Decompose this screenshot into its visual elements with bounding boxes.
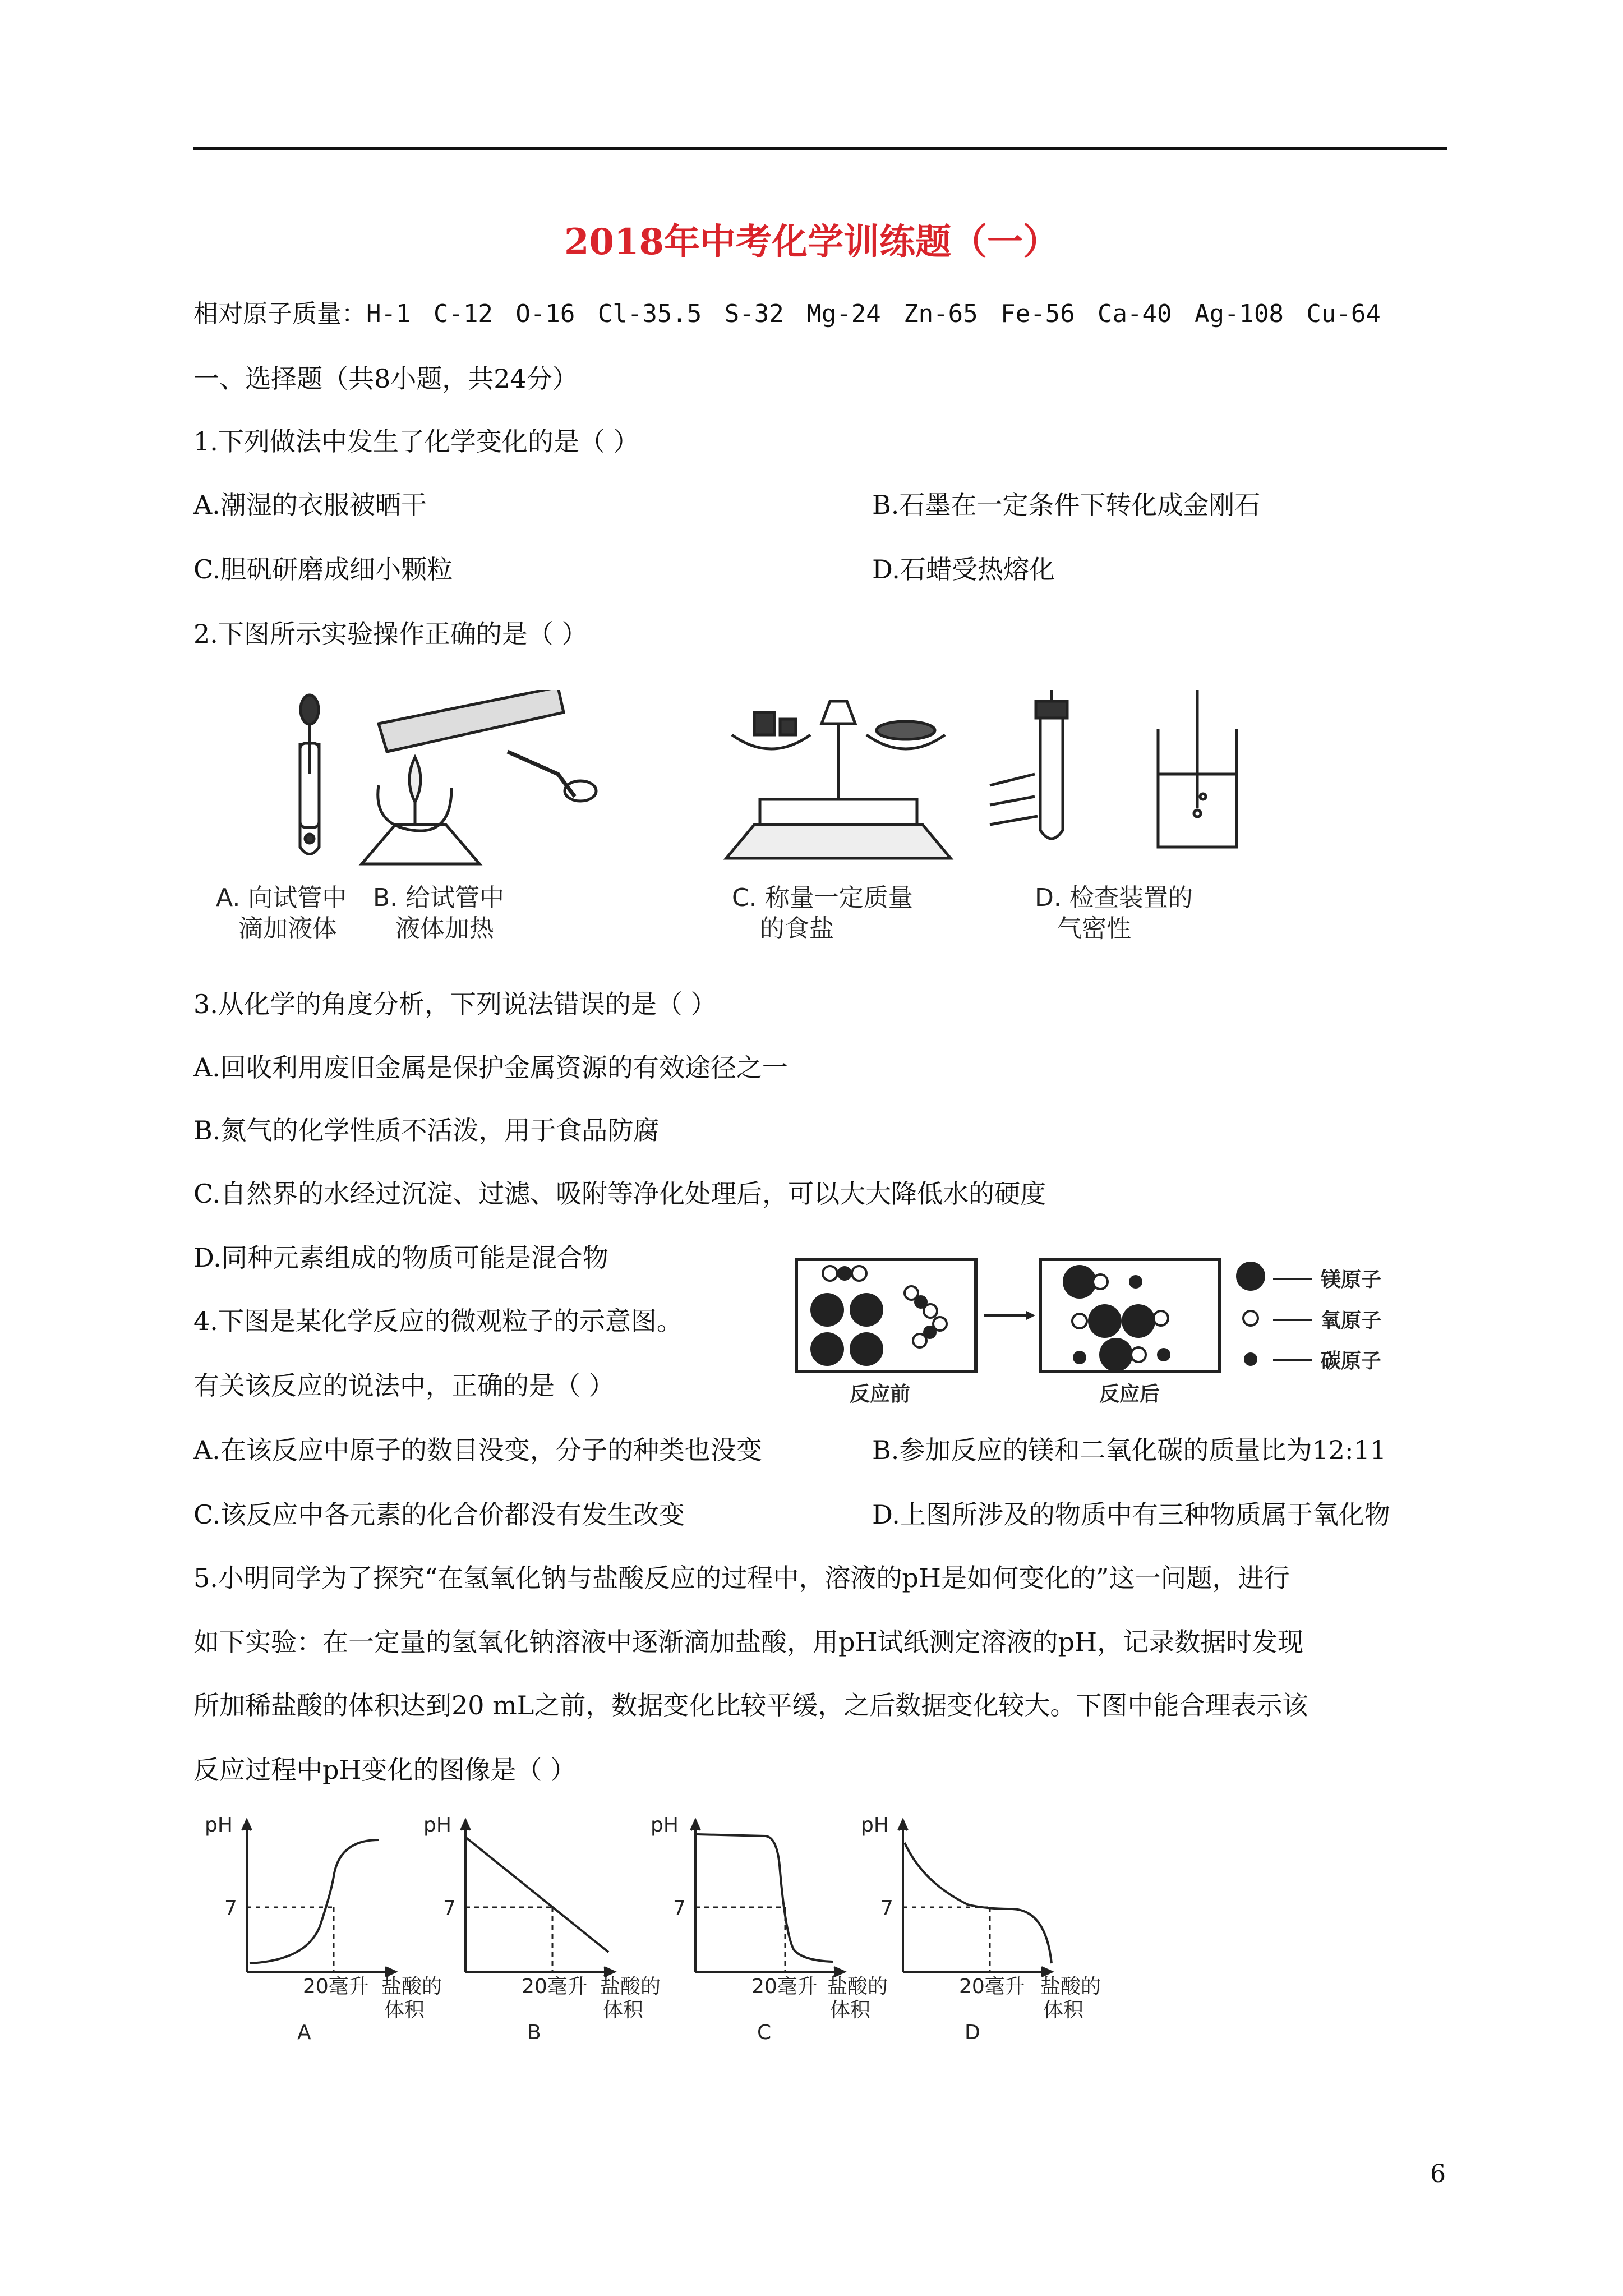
before-label: 反应前 bbox=[850, 1383, 911, 1406]
q1-stem: 1.下列做法中发生了化学变化的是（ ） bbox=[193, 426, 639, 457]
graph-b-xlabel-1: 盐酸的 bbox=[600, 1975, 661, 1998]
header-rule bbox=[193, 147, 1447, 150]
q1-option-c: C.胆矾研磨成细小颗粒 bbox=[193, 554, 453, 585]
graph-a-xtick: 20毫升 bbox=[303, 1975, 369, 1998]
graph-d-ytick: 7 bbox=[880, 1897, 893, 1920]
reaction-arrow-icon bbox=[984, 1311, 1035, 1320]
graph-d-xlabel-2: 体积 bbox=[1043, 1999, 1084, 2022]
q2-stem: 2.下图所示实验操作正确的是（ ） bbox=[193, 619, 588, 649]
graph-a-xlabel-1: 盐酸的 bbox=[381, 1975, 442, 1998]
graph-b-ytick: 7 bbox=[443, 1897, 456, 1920]
graph-c bbox=[691, 1820, 844, 1976]
page-number: 6 bbox=[1430, 2160, 1446, 2188]
graph-b-xlabel-2: 体积 bbox=[603, 1999, 644, 2022]
q5-line3: 所加稀盐酸的体积达到20 mL之前，数据变化比较平缓，之后数据变化较大。下图中能合理表示该 bbox=[193, 1690, 1308, 1720]
graph-d-ylabel: pH bbox=[861, 1814, 889, 1837]
graph-d-xlabel-1: 盐酸的 bbox=[1040, 1975, 1101, 1998]
graph-d bbox=[898, 1820, 1052, 1976]
q5-line4: 反应过程中pH变化的图像是（ ） bbox=[193, 1755, 577, 1785]
q3-option-d: D.同种元素组成的物质可能是混合物 bbox=[193, 1243, 608, 1273]
q5-ph-graphs bbox=[193, 1809, 1136, 2056]
q3-stem: 3.从化学的角度分析，下列说法错误的是（ ） bbox=[193, 989, 717, 1019]
graph-a-xlabel-2: 体积 bbox=[384, 1999, 425, 2022]
q4-reaction-diagram bbox=[791, 1248, 1453, 1416]
fig-d-caption-2: 气密性 bbox=[1057, 914, 1131, 943]
graph-b-ylabel: pH bbox=[423, 1814, 451, 1837]
q3-option-c: C.自然界的水经过沉淀、过滤、吸附等净化处理后，可以大大降低水的硬度 bbox=[193, 1179, 1046, 1209]
graph-c-letter: C bbox=[757, 2021, 772, 2044]
q5-line2: 如下实验：在一定量的氢氧化钠溶液中逐渐滴加盐酸，用pH试纸测定溶液的pH，记录数据时发现 bbox=[193, 1627, 1304, 1657]
graph-b-letter: B bbox=[527, 2021, 541, 2044]
graph-c-xtick: 20毫升 bbox=[751, 1975, 818, 1998]
dropper-test-tube-icon bbox=[300, 695, 319, 854]
graph-b-xtick: 20毫升 bbox=[522, 1975, 588, 1998]
legend-o: 氧原子 bbox=[1321, 1309, 1382, 1332]
fig-a-caption-1: A. 向试管中 bbox=[216, 884, 347, 912]
q4-option-a: A.在该反应中原子的数目没变，分子的种类也没变 bbox=[193, 1435, 762, 1465]
legend-mg: 镁原子 bbox=[1321, 1268, 1382, 1291]
graph-c-xlabel-1: 盐酸的 bbox=[827, 1975, 888, 1998]
section-heading: 一、选择题（共8小题，共24分） bbox=[193, 364, 578, 394]
atomic-masses: 相对原子质量：H-1 C-12 O-16 Cl-35.5 S-32 Mg-24 Zn-65 Fe-56 Ca-40 Ag-108 Cu-64 bbox=[193, 300, 1381, 328]
q3-option-a: A.回收利用废旧金属是保护金属资源的有效途径之一 bbox=[193, 1052, 788, 1083]
q1-option-a: A.潮湿的衣服被晒干 bbox=[193, 490, 427, 520]
q4-option-b: B.参加反应的镁和二氧化碳的质量比为12:11 bbox=[872, 1435, 1386, 1465]
graph-b bbox=[461, 1820, 614, 1976]
balance-scale-icon bbox=[726, 701, 951, 858]
atom-legend bbox=[1236, 1262, 1381, 1373]
airtightness-check-icon bbox=[990, 690, 1237, 847]
fig-a-caption-2: 滴加液体 bbox=[238, 914, 337, 943]
reaction-after-box bbox=[1040, 1259, 1220, 1372]
graph-c-ylabel: pH bbox=[651, 1814, 679, 1837]
graph-d-letter: D bbox=[965, 2021, 980, 2044]
reaction-before-box bbox=[796, 1259, 976, 1372]
q5-line1: 5.小明同学为了探究“在氢氧化钠与盐酸反应的过程中，溶液的pH是如何变化的”这一问题，进行 bbox=[193, 1563, 1290, 1593]
graph-d-xtick: 20毫升 bbox=[959, 1975, 1025, 1998]
alcohol-lamp-heating-icon bbox=[362, 690, 596, 864]
q4-option-d: D.上图所涉及的物质中有三种物质属于氧化物 bbox=[872, 1499, 1390, 1530]
graph-a-letter: A bbox=[297, 2021, 311, 2044]
fig-b-caption-2: 液体加热 bbox=[395, 914, 494, 943]
legend-c: 碳原子 bbox=[1321, 1350, 1382, 1373]
fig-c-caption-1: C. 称量一定质量 bbox=[732, 884, 913, 912]
q4-stem-line2: 有关该反应的说法中，正确的是（ ） bbox=[193, 1370, 615, 1401]
q4-stem-line1: 4.下图是某化学反应的微观粒子的示意图。 bbox=[193, 1306, 683, 1336]
fig-b-caption-1: B. 给试管中 bbox=[373, 884, 505, 912]
fig-c-caption-2: 的食盐 bbox=[760, 914, 834, 943]
graph-a-ytick: 7 bbox=[224, 1897, 237, 1920]
q1-option-b: B.石墨在一定条件下转化成金刚石 bbox=[872, 490, 1261, 520]
graph-c-xlabel-2: 体积 bbox=[830, 1999, 871, 2022]
q2-apparatus-figure bbox=[193, 690, 1270, 954]
graph-c-ytick: 7 bbox=[673, 1897, 686, 1920]
page-title: 2018年中考化学训练题（一） bbox=[564, 221, 1059, 263]
graph-a-ylabel: pH bbox=[205, 1814, 233, 1837]
q1-option-d: D.石蜡受热熔化 bbox=[872, 554, 1055, 585]
after-label: 反应后 bbox=[1099, 1383, 1160, 1406]
graph-a bbox=[242, 1820, 395, 1976]
q3-option-b: B.氮气的化学性质不活泼，用于食品防腐 bbox=[193, 1115, 660, 1145]
fig-d-caption-1: D. 检查装置的 bbox=[1035, 884, 1193, 912]
q4-option-c: C.该反应中各元素的化合价都没有发生改变 bbox=[193, 1499, 685, 1530]
